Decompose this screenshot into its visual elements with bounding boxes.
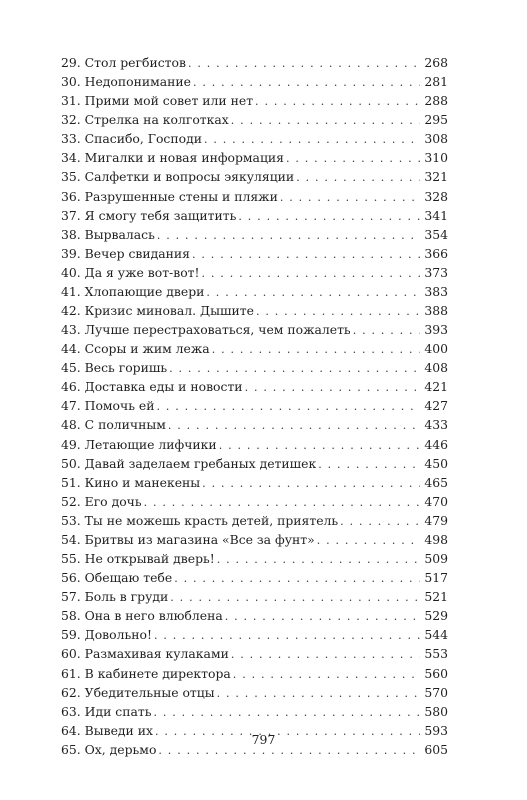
toc-entry-title: 51. Кино и манекены (61, 474, 201, 490)
toc-entry-page: 560 (424, 665, 448, 681)
toc-entry-title: 57. Боль в груди (61, 589, 169, 605)
toc-dot-leader (231, 111, 421, 130)
toc-entry-title: 39. Вечер свидания (61, 245, 191, 261)
toc-entry-title: 64. Выведи их (61, 722, 153, 738)
toc-entry (61, 53, 448, 72)
toc-dot-leader (217, 684, 421, 703)
toc-entry-page: 479 (424, 512, 448, 528)
toc-entry (61, 625, 448, 644)
toc-entry-title: 53. Ты не можешь красть детей, приятель (61, 512, 339, 528)
toc-entry-title: 40. Да я уже вот-вот! (61, 264, 200, 280)
toc-entry (61, 644, 448, 663)
toc-entry-page: 433 (424, 417, 448, 433)
toc-entry (61, 683, 448, 702)
toc-entry-title: 45. Весь горишь (61, 360, 168, 376)
toc-entry-page: 373 (424, 264, 448, 280)
toc-entry (61, 358, 448, 377)
toc-entry-title: 35. Салфетки и вопросы эякуляции (61, 169, 295, 185)
toc-entry-page: 517 (424, 570, 448, 586)
toc-entry (61, 206, 448, 225)
toc-entry (61, 549, 448, 568)
toc-entry (61, 606, 448, 625)
toc-entry (61, 568, 448, 587)
toc-dot-leader (255, 92, 420, 111)
toc-dot-leader (144, 493, 421, 512)
toc-entry-page: 446 (424, 436, 448, 452)
toc-entry-page: 593 (424, 722, 448, 738)
toc-entry-title: 33. Спасибо, Господи (61, 131, 202, 147)
toc-entry-title: 65. Ох, дерьмо (61, 741, 157, 757)
toc-entry-page: 383 (424, 283, 448, 299)
toc-dot-leader (318, 455, 420, 474)
toc-entry-title: 48. С поличным (61, 417, 166, 433)
toc-dot-leader (170, 588, 420, 607)
toc-entry (61, 91, 448, 110)
toc-entry-page: 509 (424, 551, 448, 567)
toc-entry-title: 59. Довольно! (61, 627, 152, 643)
toc-entry-title: 54. Бритвы из магазина «Все за фунт» (61, 531, 315, 547)
toc-entry (61, 702, 448, 721)
toc-dot-leader (156, 397, 420, 416)
toc-entry-title: 29. Стол регбистов (61, 55, 186, 70)
toc-entry-page: 605 (424, 741, 448, 757)
toc-dot-leader (286, 149, 420, 168)
toc-entry (61, 664, 448, 683)
toc-entry-title: 63. Иди спать (61, 703, 152, 719)
toc-entry (61, 110, 448, 129)
toc-entry-page: 341 (424, 207, 448, 223)
toc-entry-page: 328 (424, 188, 448, 204)
toc-entry (61, 263, 448, 282)
toc-entry (61, 435, 448, 454)
toc-entry-page: 580 (424, 703, 448, 719)
toc-entry-page: 393 (424, 322, 448, 338)
toc-entry-title: 34. Мигалки и новая информация (61, 150, 284, 166)
toc-dot-leader (154, 626, 420, 645)
toc-entry-page: 388 (424, 303, 448, 319)
toc-entry (61, 320, 448, 339)
toc-entry-page: 553 (424, 646, 448, 662)
toc-entry-title: 61. В кабинете директора (61, 665, 231, 681)
toc-entry (61, 129, 448, 148)
toc-entry-title: 42. Кризис миновал. Дышите (61, 303, 254, 319)
toc-entry-page: 427 (424, 398, 448, 414)
toc-dot-leader (153, 703, 420, 722)
toc-dot-leader (204, 130, 420, 149)
toc-entry-page: 570 (424, 684, 448, 700)
toc-entry (61, 244, 448, 263)
toc-dot-leader (193, 73, 420, 92)
toc-entry-title: 37. Я смогу тебя защитить (61, 207, 237, 223)
toc-entry-page: 470 (424, 493, 448, 509)
toc-entry (61, 473, 448, 492)
toc-entry (61, 148, 448, 167)
toc-entry-page: 308 (424, 131, 448, 147)
toc-entry (61, 511, 448, 530)
toc-entry-page: 498 (424, 531, 448, 547)
toc-dot-leader (245, 378, 421, 397)
toc-entry (61, 167, 448, 186)
toc-entry-page: 366 (424, 245, 448, 261)
toc-entry-title: 46. Доставка еды и новости (61, 379, 243, 395)
toc-dot-leader (188, 54, 420, 73)
toc-dot-leader (219, 436, 421, 455)
toc-entry-page: 321 (424, 169, 448, 185)
toc-entry-page: 310 (424, 150, 448, 166)
toc-dot-leader (202, 264, 421, 283)
toc-entry-title: 55. Не открывай дверь! (61, 551, 215, 567)
toc-dot-leader (238, 207, 420, 226)
toc-dot-leader (353, 321, 421, 340)
toc-dot-leader (233, 665, 421, 684)
toc-entry-page: 281 (424, 74, 448, 90)
toc-entry-page: 408 (424, 360, 448, 376)
toc-entry-page: 421 (424, 379, 448, 395)
toc-entry (61, 301, 448, 320)
toc-entry-title: 32. Стрелка на колготках (61, 112, 229, 128)
toc-entry-title: 52. Его дочь (61, 493, 142, 509)
toc-entry (61, 377, 448, 396)
toc-entry-page: 268 (424, 55, 448, 70)
toc-entry-title: 56. Обещаю тебе (61, 570, 173, 586)
toc-entry-title: 38. Вырвалась (61, 226, 155, 242)
toc-entry-page: 544 (424, 627, 448, 643)
toc-dot-leader (217, 550, 421, 569)
toc-dot-leader (317, 531, 421, 550)
toc-dot-leader (256, 302, 420, 321)
toc-dot-leader (192, 245, 420, 264)
toc-dot-leader (202, 474, 420, 493)
toc-entry (61, 454, 448, 473)
toc-entry-title: 50. Давай заделаем гребаных детишек (61, 455, 317, 471)
toc-entry-title: 62. Убедительные отцы (61, 684, 215, 700)
toc-entry-page: 295 (424, 112, 448, 128)
toc-entry-title: 44. Ссоры и жим лежа (61, 341, 210, 357)
toc-entry-title: 30. Недопонимание (61, 74, 191, 90)
toc-entry-title: 60. Размахивая кулаками (61, 646, 229, 662)
toc-entry-title: 58. Она в него влюблена (61, 608, 223, 624)
toc-dot-leader (340, 512, 420, 531)
toc-entry (61, 72, 448, 91)
toc-entry-page: 529 (424, 608, 448, 624)
toc-entry (61, 225, 448, 244)
toc-entry-title: 41. Хлопающие двери (61, 283, 205, 299)
toc-entry (61, 396, 448, 415)
toc-entry-page: 465 (424, 474, 448, 490)
toc-entry (61, 492, 448, 511)
toc-entry-page: 521 (424, 589, 448, 605)
toc-entry-page: 400 (424, 341, 448, 357)
toc-dot-leader (225, 607, 421, 626)
toc-entry-page: 354 (424, 226, 448, 242)
toc-entry (61, 187, 448, 206)
toc-entry-title: 43. Лучше перестраховаться, чем пожалеть (61, 322, 351, 338)
toc-entry-title: 49. Летающие лифчики (61, 436, 217, 452)
toc-dot-leader (169, 359, 420, 378)
toc-entry (61, 530, 448, 549)
toc-dot-leader (280, 188, 421, 207)
page-number: 797 (251, 732, 276, 747)
toc-entry-page: 450 (424, 455, 448, 471)
table-of-contents (61, 53, 448, 759)
toc-dot-leader (206, 283, 420, 302)
toc-entry (61, 339, 448, 358)
toc-entry (61, 587, 448, 606)
toc-dot-leader (296, 168, 420, 187)
toc-dot-leader (168, 416, 420, 435)
toc-dot-leader (231, 645, 421, 664)
toc-entry-page: 288 (424, 93, 448, 109)
toc-entry (61, 415, 448, 434)
toc-entry-title: 31. Прими мой совет или нет (61, 93, 254, 109)
toc-dot-leader (157, 226, 420, 245)
toc-entry-title: 47. Помочь ей (61, 398, 155, 414)
toc-entry-title: 36. Разрушенные стены и пляжи (61, 188, 278, 204)
toc-entry (61, 282, 448, 301)
toc-dot-leader (212, 340, 421, 359)
toc-dot-leader (174, 569, 420, 588)
